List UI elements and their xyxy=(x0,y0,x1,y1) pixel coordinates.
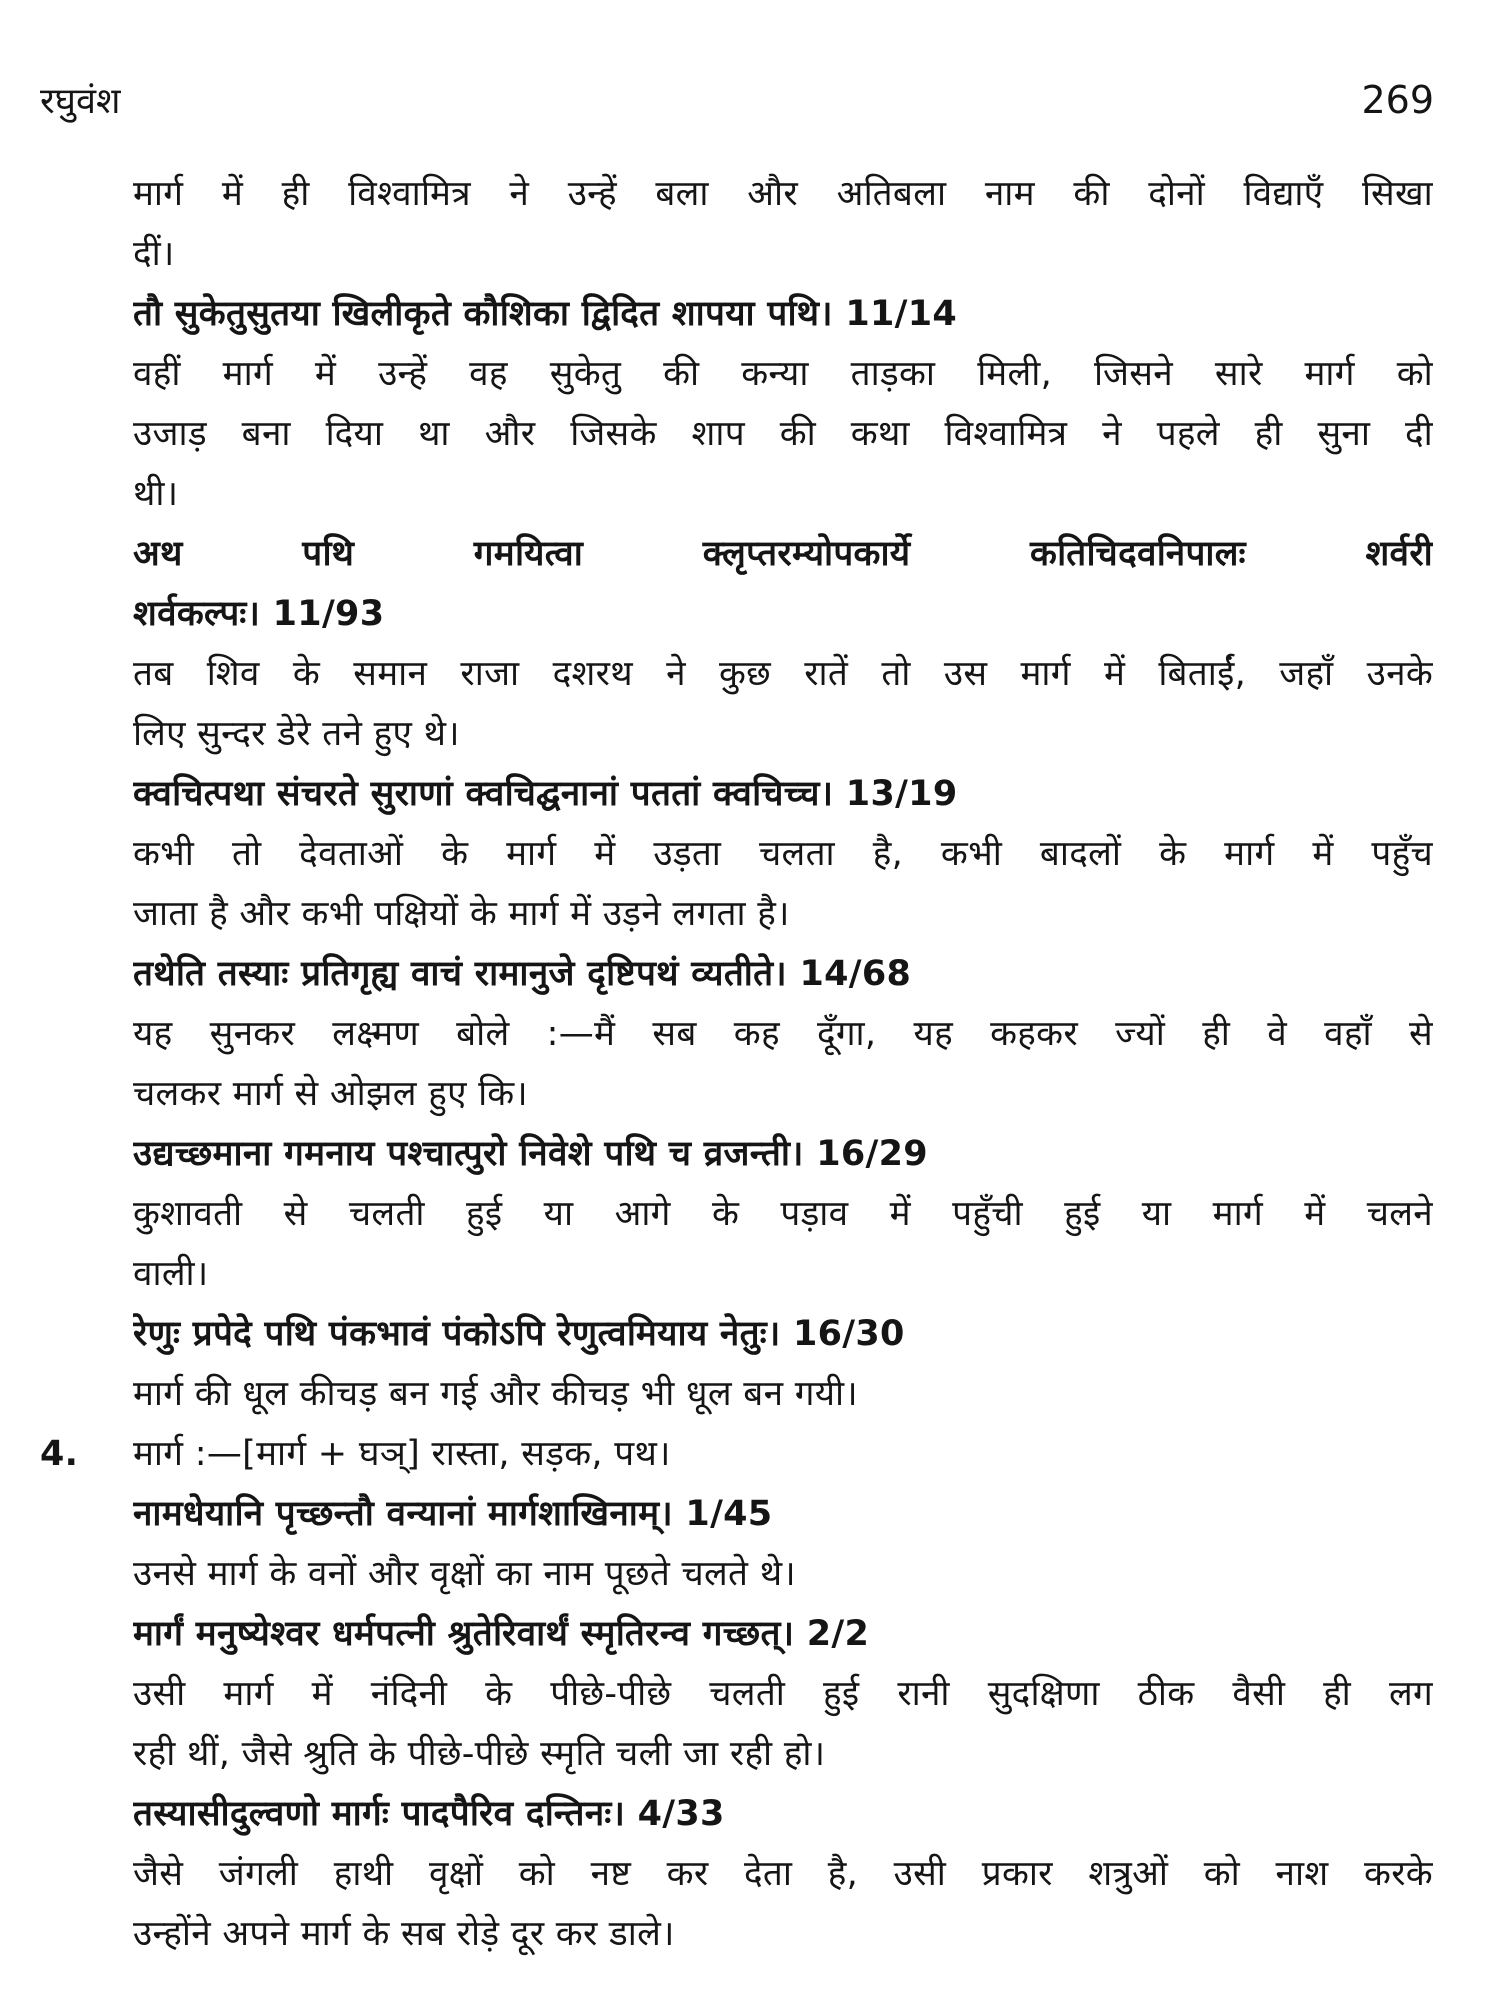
entry-number: 4. xyxy=(40,1434,79,1474)
hindi-translation-line: मार्ग में ही विश्वामित्र ने उन्हें बला और अतिबला नाम की दोनों विद्याएँ सिखा xyxy=(133,174,1433,214)
hindi-translation-line: कुशावती से चलती हुई या आगे के पड़ाव में पहुँची हुई या मार्ग में चलने xyxy=(133,1194,1433,1234)
hindi-translation-line: जैसे जंगली हाथी वृक्षों को नष्ट कर देता है, उसी प्रकार शत्रुओं को नाश करके xyxy=(133,1854,1433,1894)
sanskrit-verse-line: अथ पथि गमयित्वा क्लृप्तरम्योपकार्ये कतिचिदवनिपालः शर्वरी xyxy=(133,534,1433,574)
hindi-translation-line: मार्ग की धूल कीचड़ बन गई और कीचड़ भी धूल बन गयी। xyxy=(133,1374,858,1414)
hindi-translation-line: उनसे मार्ग के वनों और वृक्षों का नाम पूछते चलते थे। xyxy=(133,1554,796,1594)
hindi-translation-line: उन्होंने अपने मार्ग के सब रोड़े दूर कर डाले। xyxy=(133,1914,675,1954)
hindi-translation-line: थी। xyxy=(133,474,179,514)
sanskrit-verse-line: मार्गं मनुष्येश्वर धर्मपत्नी श्रुतेरिवार्थं स्मृतिरन्व गच्छत्। 2/2 xyxy=(133,1614,870,1654)
sanskrit-verse-line: शर्वकल्पः। 11/93 xyxy=(133,594,385,634)
entry-heading-text: मार्ग :—[मार्ग + घञ्] रास्ता, सड़क, पथ। xyxy=(133,1434,671,1474)
hindi-translation-line: जाता है और कभी पक्षियों के मार्ग में उड़ने लगता है। xyxy=(133,894,790,934)
hindi-translation-line: वहीं मार्ग में उन्हें वह सुकेतु की कन्या ताड़का मिली, जिसने सारे मार्ग को xyxy=(133,354,1433,394)
hindi-translation-line: लिए सुन्दर डेरे तने हुए थे। xyxy=(133,714,460,754)
sanskrit-verse-line: उद्यच्छमाना गमनाय पश्चात्पुरो निवेशे पथि च व्रजन्ती। 16/29 xyxy=(133,1134,928,1174)
hindi-translation-line: यह सुनकर लक्ष्मण बोले :—मैं सब कह दूँगा, यह कहकर ज्यों ही वे वहाँ से xyxy=(133,1014,1433,1054)
hindi-translation-line: दीं। xyxy=(133,234,175,274)
hindi-translation-line: तब शिव के समान राजा दशरथ ने कुछ रातें तो उस मार्ग में बिताईं, जहाँ उनके xyxy=(133,654,1433,694)
hindi-translation-line: कभी तो देवताओं के मार्ग में उड़ता चलता है, कभी बादलों के मार्ग में पहुँच xyxy=(133,834,1433,874)
page-number: 269 xyxy=(1361,78,1434,122)
sanskrit-verse-line: तथेति तस्याः प्रतिगृह्य वाचं रामानुजे दृष्टिपथं व्यतीते। 14/68 xyxy=(133,954,912,994)
hindi-translation-line: चलकर मार्ग से ओझल हुए कि। xyxy=(133,1074,528,1114)
hindi-translation-line: उसी मार्ग में नंदिनी के पीछे-पीछे चलती हुई रानी सुदक्षिणा ठीक वैसी ही लग xyxy=(133,1674,1433,1714)
sanskrit-verse-line: नामधेयानि पृच्छन्तौ वन्यानां मार्गशाखिनाम्। 1/45 xyxy=(133,1494,773,1534)
hindi-translation-line: रही थीं, जैसे श्रुति के पीछे-पीछे स्मृति चली जा रही हो। xyxy=(133,1734,826,1774)
page-body xyxy=(40,164,1433,1964)
sanskrit-verse-line: रेणुः प्रपेदे पथि पंकभावं पंकोऽपि रेणुत्वमियाय नेतुः। 16/30 xyxy=(133,1314,905,1354)
sanskrit-verse-line: क्वचित्पथा संचरते सुराणां क्वचिद्घनानां पततां क्वचिच्च। 13/19 xyxy=(133,774,958,814)
sanskrit-verse-line: तौ सुकेतुसुतया खिलीकृते कौशिका द्विदित शापया पथि। 11/14 xyxy=(133,294,958,334)
running-title: रघुवंश xyxy=(40,81,121,122)
entry-heading-line xyxy=(40,1424,1433,1484)
sanskrit-verse-line: तस्यासीदुल्वणो मार्गः पादपैरिव दन्तिनः। 4/33 xyxy=(133,1794,725,1834)
hindi-translation-line: उजाड़ बना दिया था और जिसके शाप की कथा विश्वामित्र ने पहले ही सुना दी xyxy=(133,414,1433,454)
hindi-translation-line: वाली। xyxy=(133,1254,209,1294)
